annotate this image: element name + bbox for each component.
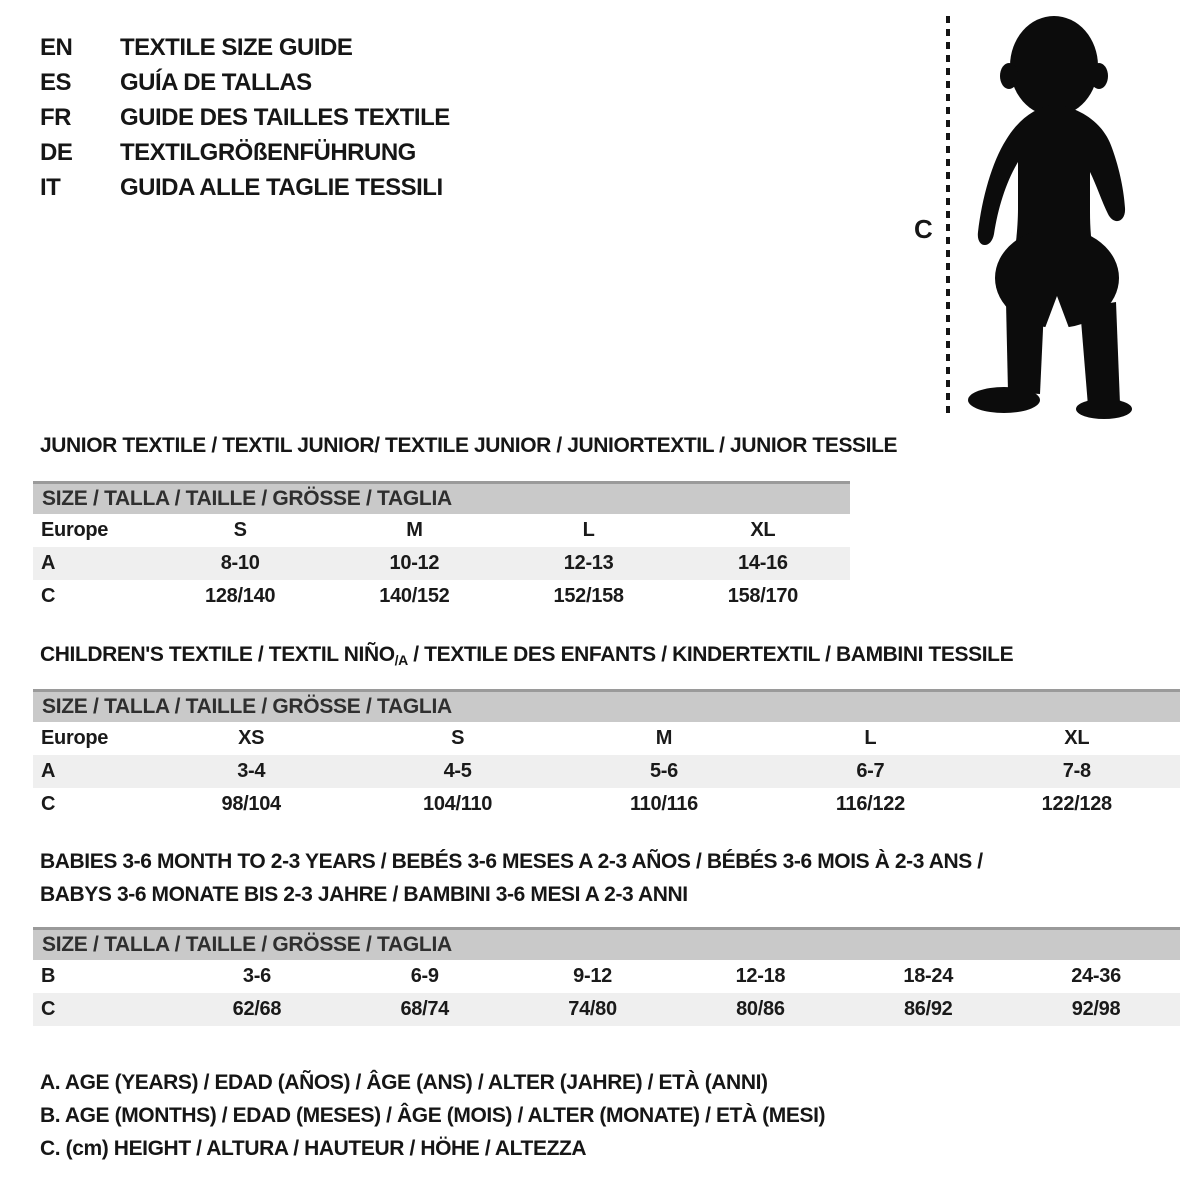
- language-row-fr: [40, 100, 450, 135]
- value-cell: 4-5: [354, 755, 560, 788]
- size-header-row: [33, 483, 850, 514]
- size-cell: L: [864, 726, 877, 749]
- row-label: C: [41, 584, 56, 607]
- age-months-row: [33, 960, 1180, 993]
- legend-item-c: C. (cm) HEIGHT / ALTURA / HAUTEUR / HÖHE / ALTEZZA: [40, 1137, 587, 1160]
- children-section-title: [40, 643, 1013, 668]
- value-cell: 158/170: [727, 584, 798, 607]
- size-cell: XL: [750, 518, 776, 541]
- value-cell: 140/152: [379, 584, 450, 607]
- value-cell: 24-36: [1071, 964, 1121, 987]
- height-measure-line: [946, 16, 950, 418]
- value-cell: 104/110: [423, 792, 493, 815]
- value-cell: 128/140: [205, 584, 276, 607]
- size-header-cell: SIZE / TALLA / TAILLE / GRÖSSE / TAGLIA: [33, 483, 850, 514]
- value-cell: 6-9: [410, 964, 439, 987]
- value-cell: 86/92: [844, 993, 1012, 1026]
- value-cell: 5-6: [561, 755, 767, 788]
- language-code: ES: [40, 68, 72, 96]
- value-cell: 74/80: [509, 993, 677, 1026]
- language-title: TEXTILGRÖßENFÜHRUNG: [120, 138, 416, 166]
- size-header-cell: SIZE / TALLA / TAILLE / GRÖSSE / TAGLIA: [33, 929, 1180, 960]
- value-cell: 68/74: [341, 993, 509, 1026]
- row-label: A: [33, 755, 148, 788]
- value-cell: 18-24: [903, 964, 954, 987]
- europe-size-row: [33, 514, 850, 547]
- language-row-en: [40, 30, 450, 65]
- babies-section-title: [40, 845, 983, 911]
- value-cell: 7-8: [974, 755, 1180, 788]
- size-header-cell: SIZE / TALLA / TAILLE / GRÖSSE / TAGLIA: [33, 691, 1180, 722]
- language-code: FR: [40, 103, 71, 131]
- toddler-silhouette-icon: [962, 12, 1142, 420]
- size-header-row: [33, 929, 1180, 960]
- value-cell: 110/116: [629, 792, 698, 815]
- language-title: GUIDE DES TAILLES TEXTILE: [120, 103, 450, 131]
- children-title-subscript: /A: [394, 652, 408, 668]
- language-row-it: [40, 170, 450, 205]
- legend: [40, 1066, 825, 1165]
- size-cell: M: [406, 518, 423, 541]
- value-cell: 12-13: [502, 547, 676, 580]
- legend-item-a: A. AGE (YEARS) / EDAD (AÑOS) / ÂGE (ANS) / ALTER (JAHRE) / ETÀ (ANNI): [40, 1071, 768, 1094]
- value-cell: 3-6: [242, 964, 271, 987]
- row-label: A: [33, 547, 153, 580]
- size-cell: S: [233, 518, 247, 541]
- size-header-row: [33, 691, 1180, 722]
- size-cell: M: [655, 726, 673, 749]
- junior-size-table: [33, 481, 850, 613]
- row-label: Europe: [41, 726, 109, 749]
- age-years-row: [33, 755, 1180, 788]
- value-cell: 92/98: [1012, 993, 1180, 1026]
- height-cm-row: [33, 788, 1180, 821]
- value-cell: 98/104: [221, 792, 281, 815]
- value-cell: 8-10: [153, 547, 327, 580]
- row-label: Europe: [41, 518, 109, 541]
- junior-section-title: JUNIOR TEXTILE / TEXTIL JUNIOR/ TEXTILE JUNIOR / JUNIORTEXTIL / JUNIOR TESSILE: [40, 434, 898, 457]
- babies-size-table: [33, 927, 1180, 1026]
- language-row-de: [40, 135, 450, 170]
- language-list: [40, 30, 450, 205]
- size-cell: L: [582, 518, 595, 541]
- language-title: GUÍA DE TALLAS: [120, 68, 312, 96]
- language-row-es: [40, 65, 450, 100]
- value-cell: 9-12: [573, 964, 612, 987]
- row-label: B: [41, 964, 56, 987]
- size-cell: S: [451, 726, 465, 749]
- value-cell: 3-4: [148, 755, 354, 788]
- age-years-row: [33, 547, 850, 580]
- value-cell: 80/86: [676, 993, 844, 1026]
- legend-item-b: B. AGE (MONTHS) / EDAD (MESES) / ÂGE (MOIS) / ALTER (MONATE) / ETÀ (MESI): [40, 1104, 826, 1127]
- children-size-table: [33, 689, 1180, 821]
- language-title: GUIDA ALLE TAGLIE TESSILI: [120, 173, 443, 201]
- value-cell: 10-12: [327, 547, 501, 580]
- language-code: DE: [40, 138, 73, 166]
- row-label: C: [33, 993, 173, 1026]
- value-cell: 122/128: [1041, 792, 1112, 815]
- children-title-text: CHILDREN'S TEXTILE / TEXTIL NIÑO: [40, 643, 395, 666]
- children-title-text: / TEXTILE DES ENFANTS / KINDERTEXTIL / BAMBINI TESSILE: [407, 643, 1014, 666]
- babies-title-line1: BABIES 3-6 MONTH TO 2-3 YEARS / BEBÉS 3-6 MESES A 2-3 AÑOS / BÉBÉS 3-6 MOIS À 2-3 ANS /: [40, 850, 983, 873]
- europe-size-row: [33, 722, 1180, 755]
- row-label: C: [41, 792, 56, 815]
- language-code: EN: [40, 33, 73, 61]
- value-cell: 116/122: [835, 792, 905, 815]
- value-cell: 12-18: [735, 964, 786, 987]
- height-cm-row: [33, 580, 850, 613]
- value-cell: 14-16: [676, 547, 850, 580]
- value-cell: 152/158: [553, 584, 624, 607]
- size-cell: XL: [1064, 726, 1090, 749]
- height-cm-row: [33, 993, 1180, 1026]
- size-cell: XS: [238, 726, 265, 749]
- value-cell: 62/68: [173, 993, 341, 1026]
- babies-title-line2: BABYS 3-6 MONATE BIS 2-3 JAHRE / BAMBINI 3-6 MESI A 2-3 ANNI: [40, 883, 688, 906]
- value-cell: 6-7: [767, 755, 973, 788]
- language-code: IT: [40, 173, 61, 201]
- height-measure-label: C: [914, 214, 933, 244]
- language-title: TEXTILE SIZE GUIDE: [120, 33, 353, 61]
